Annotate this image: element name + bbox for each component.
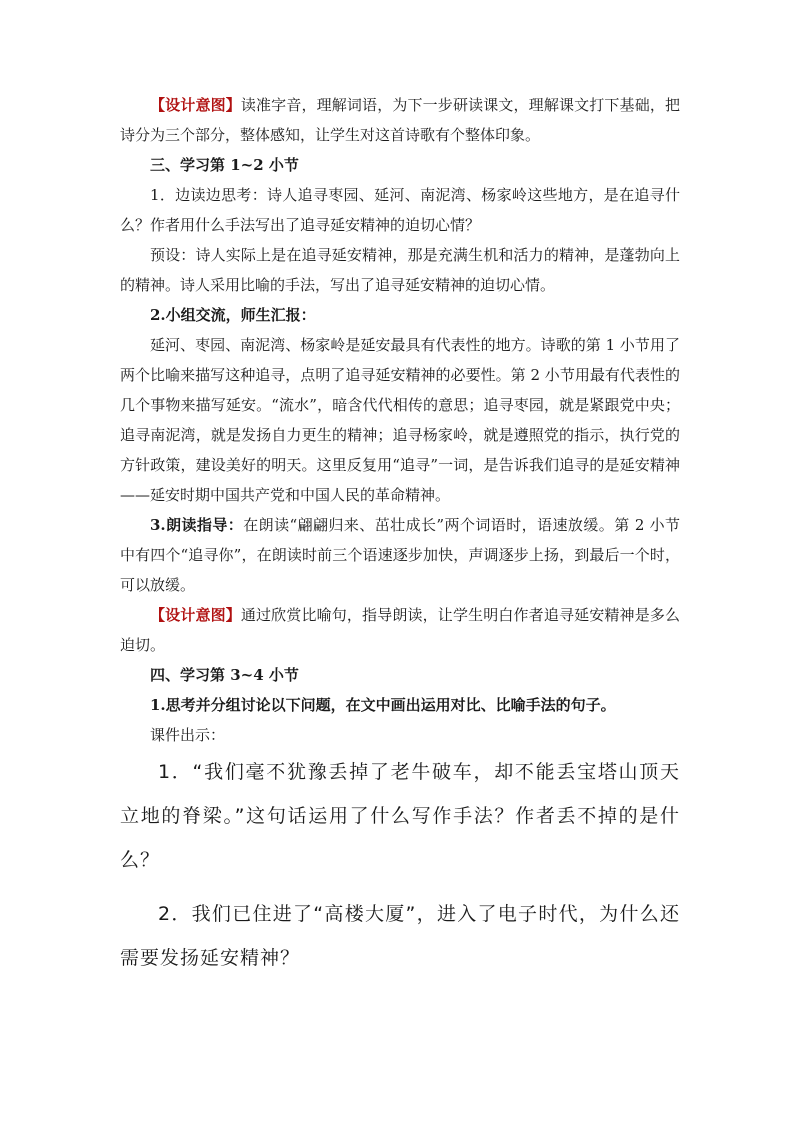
- design-intent-paragraph-1: [120, 90, 680, 150]
- section-3-heading: 三、学习第 1~2 小节: [150, 156, 299, 174]
- courseware-item-2: 2．我们已住进了“高楼大厦”，进入了电子时代，为什么还需要发扬延安精神？: [120, 903, 680, 969]
- section-4-question-1: 1.思考并分组讨论以下问题，在文中画出运用对比、比喻手法的句子。: [150, 696, 616, 714]
- section-3-preset-answer: 预设：诗人实际上是在追寻延安精神，那是充满生机和活力的精神，是蓬勃向上的精神。诗人采用比喻的手法，写出了追寻延安精神的迫切心情。: [120, 246, 680, 294]
- section-3-reading-guidance: [120, 510, 680, 600]
- courseware-label: 课件出示：: [150, 726, 226, 744]
- design-intent-tag: 【设计意图】: [150, 606, 241, 624]
- section-3-question-2-heading: 2.小组交流，师生汇报：: [150, 306, 316, 324]
- design-intent-text: 读准字音，理解词语，为下一步研读课文，理解课文打下基础，把诗分为三个部分，整体感知，让学生对这首诗歌有个整体印象。: [120, 96, 680, 144]
- section-4-heading: 四、学习第 3~4 小节: [150, 666, 299, 684]
- reading-guidance-text: 在朗读“翩翩归来、茁壮成长”两个词语时，语速放缓。第 2 小节中有四个“追寻你”，在朗读时前三个语速逐步加快，声调逐步上扬，到最后一个时，可以放缓。: [120, 516, 680, 594]
- design-intent-paragraph-2: [120, 600, 680, 660]
- section-3-question-2-text: 延河、枣园、南泥湾、杨家岭是延安最具有代表性的地方。诗歌的第 1 小节用了两个比喻来描写这种追寻，点明了追寻延安精神的必要性。第 2 小节用最有代表性的几个事物来描写延安。“流水”，暗含代代相传的意思；追寻枣园，就是紧跟党中央；追寻南泥湾，就是发扬自力更生的精神；追寻杨家岭，就是遵照党的指示，执行党的方针政策，建设美好的明天。这里反复用“追寻”一词，是告诉我们追寻的是延安精神——延安时期中国共产党和中国人民的革命精神。: [120, 336, 680, 504]
- courseware-item-1: 1．“我们毫不犹豫丢掉了老牛破车，却不能丢宝塔山顶天立地的脊梁。”这句话运用了什么写作手法？作者丢不掉的是什么？: [120, 761, 680, 871]
- design-intent-text: 通过欣赏比喻句，指导朗读，让学生明白作者追寻延安精神是多么迫切。: [120, 606, 680, 654]
- design-intent-tag: 【设计意图】: [150, 96, 241, 114]
- document-body: [120, 90, 680, 980]
- section-3-question-1: 1．边读边思考：诗人追寻枣园、延河、南泥湾、杨家岭这些地方，是在追寻什么？作者用什么手法写出了追寻延安精神的迫切心情？: [120, 186, 680, 234]
- reading-guidance-label: 3.朗读指导：: [150, 516, 244, 534]
